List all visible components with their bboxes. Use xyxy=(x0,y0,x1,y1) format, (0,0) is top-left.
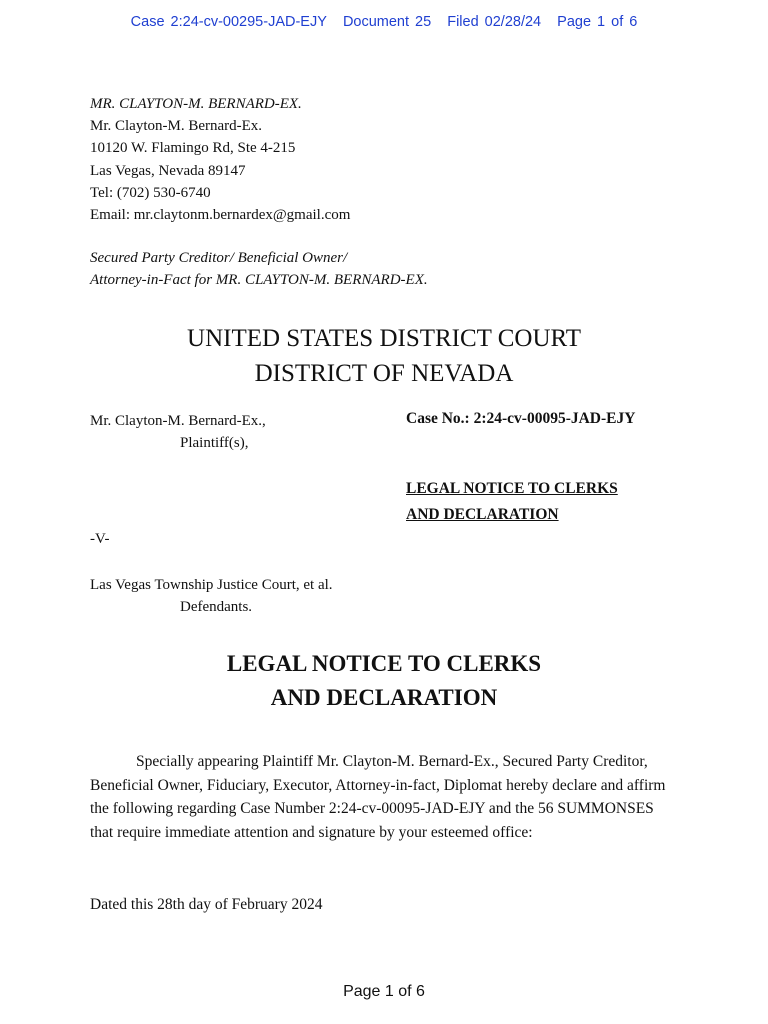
caption-document-title xyxy=(406,476,618,528)
document-title xyxy=(0,647,768,715)
defendant-role: Defendants. xyxy=(180,599,253,615)
sender-address-line2: Las Vegas, Nevada 89147 xyxy=(90,162,246,179)
header-case-number: Case 2:24-cv-00295-JAD-EJY xyxy=(130,14,327,30)
sender-role-line2: Attorney-in-Fact for MR. CLAYTON-M. BERNARD-EX. xyxy=(90,272,428,289)
document-title-line2: AND DECLARATION xyxy=(270,685,498,710)
caption-defendant xyxy=(90,574,333,618)
header-document-number: Document 25 xyxy=(342,14,432,30)
filing-header xyxy=(0,14,768,30)
dated-line: Dated this 28th day of February 2024 xyxy=(90,896,323,913)
court-name: UNITED STATES DISTRICT COURT xyxy=(187,325,581,352)
defendant-name: Las Vegas Township Justice Court, et al. xyxy=(90,577,333,593)
sender-name: Mr. Clayton-M. Bernard-Ex. xyxy=(90,118,263,135)
case-number: Case No.: 2:24-cv-00095-JAD-EJY xyxy=(406,410,636,427)
sender-address-line1: 10120 W. Flamingo Rd, Ste 4-215 xyxy=(90,140,296,157)
court-district: DISTRICT OF NEVADA xyxy=(254,360,514,387)
sender-block xyxy=(90,93,350,226)
caption-title-line2: AND DECLARATION xyxy=(406,506,559,523)
header-filed-date: Filed 02/28/24 xyxy=(447,14,542,30)
sender-email: Email: mr.claytonm.bernardex@gmail.com xyxy=(90,207,351,224)
declaration-paragraph: Specially appearing Plaintiff Mr. Clayton-M. Bernard-Ex., Secured Party Creditor, Beneficial Owner, Fiduciary, Executor, Attorney-in-fact, Diplomat hereby declare and affirm the following regarding Case Number 2:24-cv-00095-JAD-EJY and the 56 SUMMONSES that require immediate attention and signature by your esteemed office: xyxy=(90,753,666,841)
caption-title-line1: LEGAL NOTICE TO CLERKS xyxy=(406,480,618,497)
plaintiff-role: Plaintiff(s), xyxy=(180,435,249,451)
sender-name-caps: MR. CLAYTON-M. BERNARD-EX. xyxy=(90,96,302,112)
footer-page-number: Page 1 of 6 xyxy=(343,983,425,1000)
sender-role-block xyxy=(90,247,428,291)
header-page-number: Page 1 of 6 xyxy=(557,14,638,30)
sender-role-line1: Secured Party Creditor/ Beneficial Owner/ xyxy=(90,250,348,266)
court-heading xyxy=(0,321,768,391)
body-paragraph xyxy=(90,750,680,844)
caption-plaintiff xyxy=(90,410,266,454)
caption-versus: -V- xyxy=(90,531,110,547)
document-title-line1: LEGAL NOTICE TO CLERKS xyxy=(226,651,542,676)
sender-phone: Tel: (702) 530-6740 xyxy=(90,184,211,201)
plaintiff-name: Mr. Clayton-M. Bernard-Ex., xyxy=(90,413,266,429)
